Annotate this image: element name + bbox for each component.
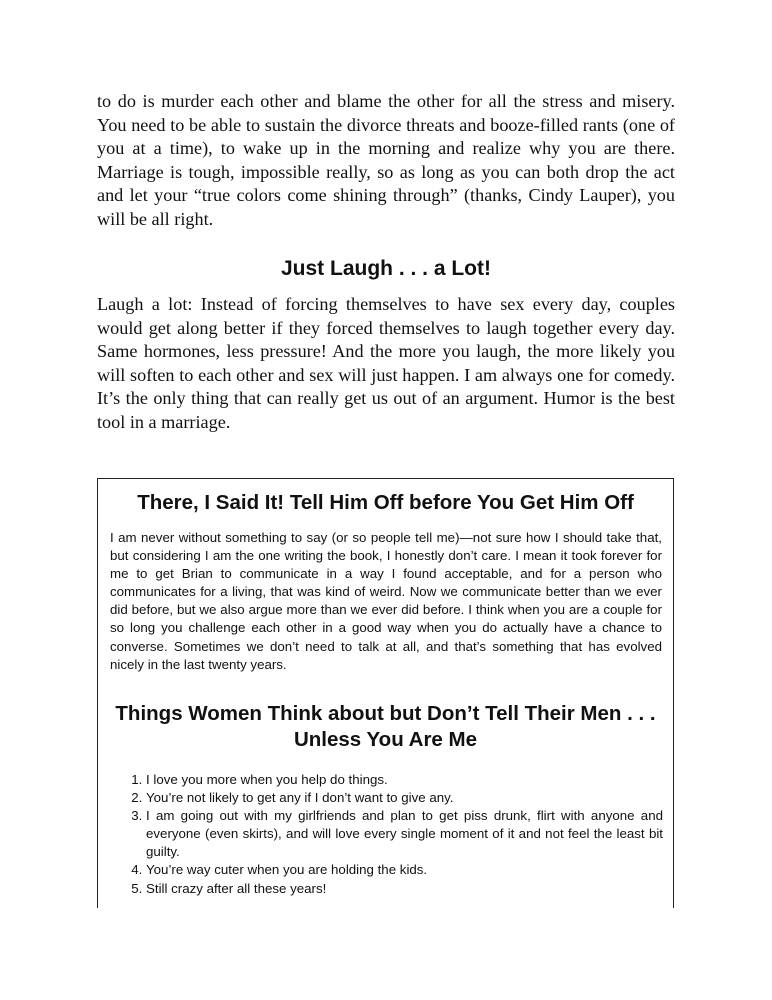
list-item: 1. I love you more when you help do things. bbox=[146, 771, 663, 789]
sidebar-heading-things-women-think: Things Women Think about but Don’t Tell Their Men . . . Unless You Are Me bbox=[115, 702, 656, 751]
section-paragraph: Laugh a lot: Instead of forcing themselves to have sex every day, couples would get along better if they forced themselves to laugh together every day. Same hormones, less pressure! And the more you laugh, the more likely you will soften to each other and sex will just happen. I am always one for comedy. It’s the only thing that can really get us out of an argument. Humor is the best tool in a marriage. bbox=[97, 294, 675, 432]
list-item: 2. You’re not likely to get any if I don’t want to give any. bbox=[146, 789, 663, 807]
list-item: 3. I am going out with my girlfriends and plan to get piss drunk, flirt with anyone and everyone (even skirts), and will love every single moment of it and not feel the least bit guilty. bbox=[146, 807, 663, 861]
sidebar-box bbox=[97, 478, 674, 908]
sidebar-heading-tell-him-off: There, I Said It! Tell Him Off before You Get Him Off bbox=[137, 491, 634, 514]
section-heading: Just Laugh . . . a Lot! bbox=[281, 257, 491, 280]
list-item: 5. Still crazy after all these years! bbox=[146, 880, 663, 898]
sidebar-paragraph: I am never without something to say (or so people tell me)—not sure how I should take that, but considering I am the one writing the book, I honestly don’t care. I mean it took forever for me to get Brian to communicate in a way I found acceptable, and for a person who communicates for a living, that was kind of weird. Now we communicate better than we ever did before, but we also argue more than we ever did before. I think when you are a couple for so long you challenge each other in a good way when you do actually have a chance to converse. Sometimes we don’t need to talk at all, and that’s something that has evolved nicely in the last twenty years. bbox=[110, 530, 662, 672]
list-item: 4. You’re way cuter when you are holding the kids. bbox=[146, 861, 663, 879]
sidebar-list bbox=[108, 771, 663, 898]
intro-paragraph: to do is murder each other and blame the other for all the stress and misery. You need to be able to sustain the divorce threats and booze-filled rants (one of you at a time), to wake up in the morning and realize why you are there. Marriage is tough, impossible really, so as long as you can both drop the act and let your “true colors come shining through” (thanks, Cindy Lauper), you will be all right. bbox=[97, 91, 675, 229]
